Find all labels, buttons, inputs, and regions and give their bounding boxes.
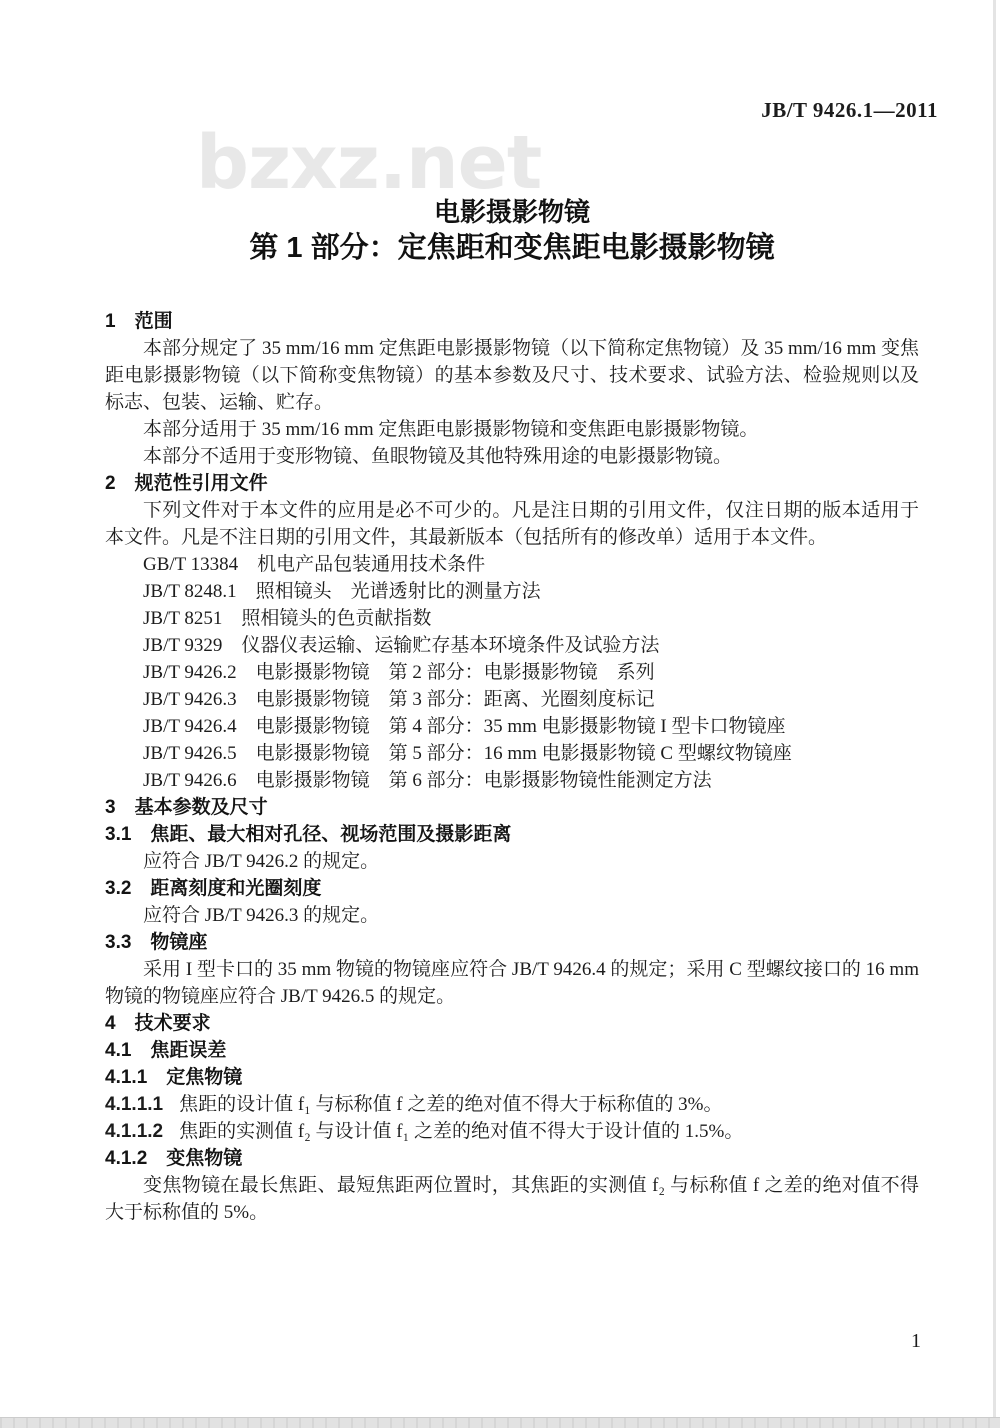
section-2-heading: 2 规范性引用文件 xyxy=(105,473,268,494)
clause-4-1-1-2-number: 4.1.1.2 xyxy=(105,1121,164,1142)
document-title xyxy=(22,196,1000,265)
doc-number: JB/T 9426.1—2011 xyxy=(761,98,938,122)
section-3-2-heading: 3.2 距离刻度和光圈刻度 xyxy=(105,878,322,899)
section-3-heading: 3 基本参数及尺寸 xyxy=(105,797,268,818)
section-4-1-1-heading: 4.1.1 定焦物镜 xyxy=(105,1067,243,1088)
reference-item: JB/T 9426.2 电影摄影物镜 第 2 部分：电影摄影物镜 系列 xyxy=(143,662,655,683)
reference-item: JB/T 9426.3 电影摄影物镜 第 3 部分：距离、光圈刻度标记 xyxy=(143,689,655,710)
reference-item: JB/T 8251 照相镜头的色贡献指数 xyxy=(143,608,432,629)
clause-4-1-1-1-text: 焦距的设计值 f₁ 与标称值 f 之差的绝对值不得大于标称值的 3%。 xyxy=(179,1094,723,1115)
section-3-1-body: 应符合 JB/T 9426.2 的规定。 xyxy=(143,851,380,872)
section-3-3-heading: 3.3 物镜座 xyxy=(105,932,208,953)
section-3-3-body: 采用 I 型卡口的 35 mm 物镜的物镜座应符合 JB/T 9426.4 的规定；采用 C 型螺纹接口的 16 mm 物镜的物镜座应符合 JB/T 9426.5 的规定。 xyxy=(105,959,919,1007)
reference-item: JB/T 9426.5 电影摄影物镜 第 5 部分：16 mm 电影摄影物镜 C 型螺纹物镜座 xyxy=(143,743,792,764)
scan-bottom-edge xyxy=(0,1417,1000,1428)
section-1-paragraph-2: 本部分适用于 35 mm/16 mm 定焦距电影摄影物镜和变焦距电影摄影物镜。 xyxy=(143,419,759,440)
section-1-paragraph-3: 本部分不适用于变形物镜、鱼眼物镜及其他特殊用途的电影摄影物镜。 xyxy=(143,446,733,467)
watermark: bzxz.net xyxy=(196,120,542,206)
document-body xyxy=(105,308,919,1226)
section-3-2-body: 应符合 JB/T 9426.3 的规定。 xyxy=(143,905,380,926)
clause-4-1-1-1-number: 4.1.1.1 xyxy=(105,1094,164,1115)
reference-item: JB/T 9426.4 电影摄影物镜 第 4 部分：35 mm 电影摄影物镜 I 型卡口物镜座 xyxy=(143,716,786,737)
reference-item: JB/T 8248.1 照相镜头 光谱透射比的测量方法 xyxy=(143,581,541,602)
section-4-1-2-heading: 4.1.2 变焦物镜 xyxy=(105,1148,243,1169)
clause-4-1-1-2 xyxy=(105,1118,919,1145)
reference-item: JB/T 9426.6 电影摄影物镜 第 6 部分：电影摄影物镜性能测定方法 xyxy=(143,770,712,791)
reference-item: JB/T 9329 仪器仪表运输、运输贮存基本环境条件及试验方法 xyxy=(143,635,660,656)
page-number: 1 xyxy=(911,1330,921,1352)
title-line-2: 第 1 部分：定焦距和变焦距电影摄影物镜 xyxy=(249,232,775,264)
section-4-1-2-body: 变焦物镜在最长焦距、最短焦距两位置时，其焦距的实测值 f₂ 与标称值 f 之差的绝对值不得大于标称值的 5%。 xyxy=(105,1175,919,1223)
section-1-paragraph-1: 本部分规定了 35 mm/16 mm 定焦距电影摄影物镜（以下简称定焦物镜）及 35 mm/16 mm 变焦距电影摄影物镜（以下简称变焦物镜）的基本参数及尺寸、技术要求、试验方法、检验规则以及标志、包装、运输、贮存。 xyxy=(105,338,919,413)
section-2-intro: 下列文件对于本文件的应用是必不可少的。凡是注日期的引用文件，仅注日期的版本适用于本文件。凡是不注日期的引用文件，其最新版本（包括所有的修改单）适用于本文件。 xyxy=(105,500,919,548)
section-4-1-heading: 4.1 焦距误差 xyxy=(105,1040,227,1061)
clause-4-1-1-1 xyxy=(105,1091,919,1118)
clause-4-1-1-2-text: 焦距的实测值 f₂ 与设计值 f₁ 之差的绝对值不得大于设计值的 1.5%。 xyxy=(179,1121,744,1142)
title-line-1: 电影摄影物镜 xyxy=(433,197,590,227)
section-3-1-heading: 3.1 焦距、最大相对孔径、视场范围及摄影距离 xyxy=(105,824,512,845)
section-1-heading: 1 范围 xyxy=(105,311,173,332)
reference-item: GB/T 13384 机电产品包装通用技术条件 xyxy=(143,554,486,575)
section-4-heading: 4 技术要求 xyxy=(105,1013,211,1034)
